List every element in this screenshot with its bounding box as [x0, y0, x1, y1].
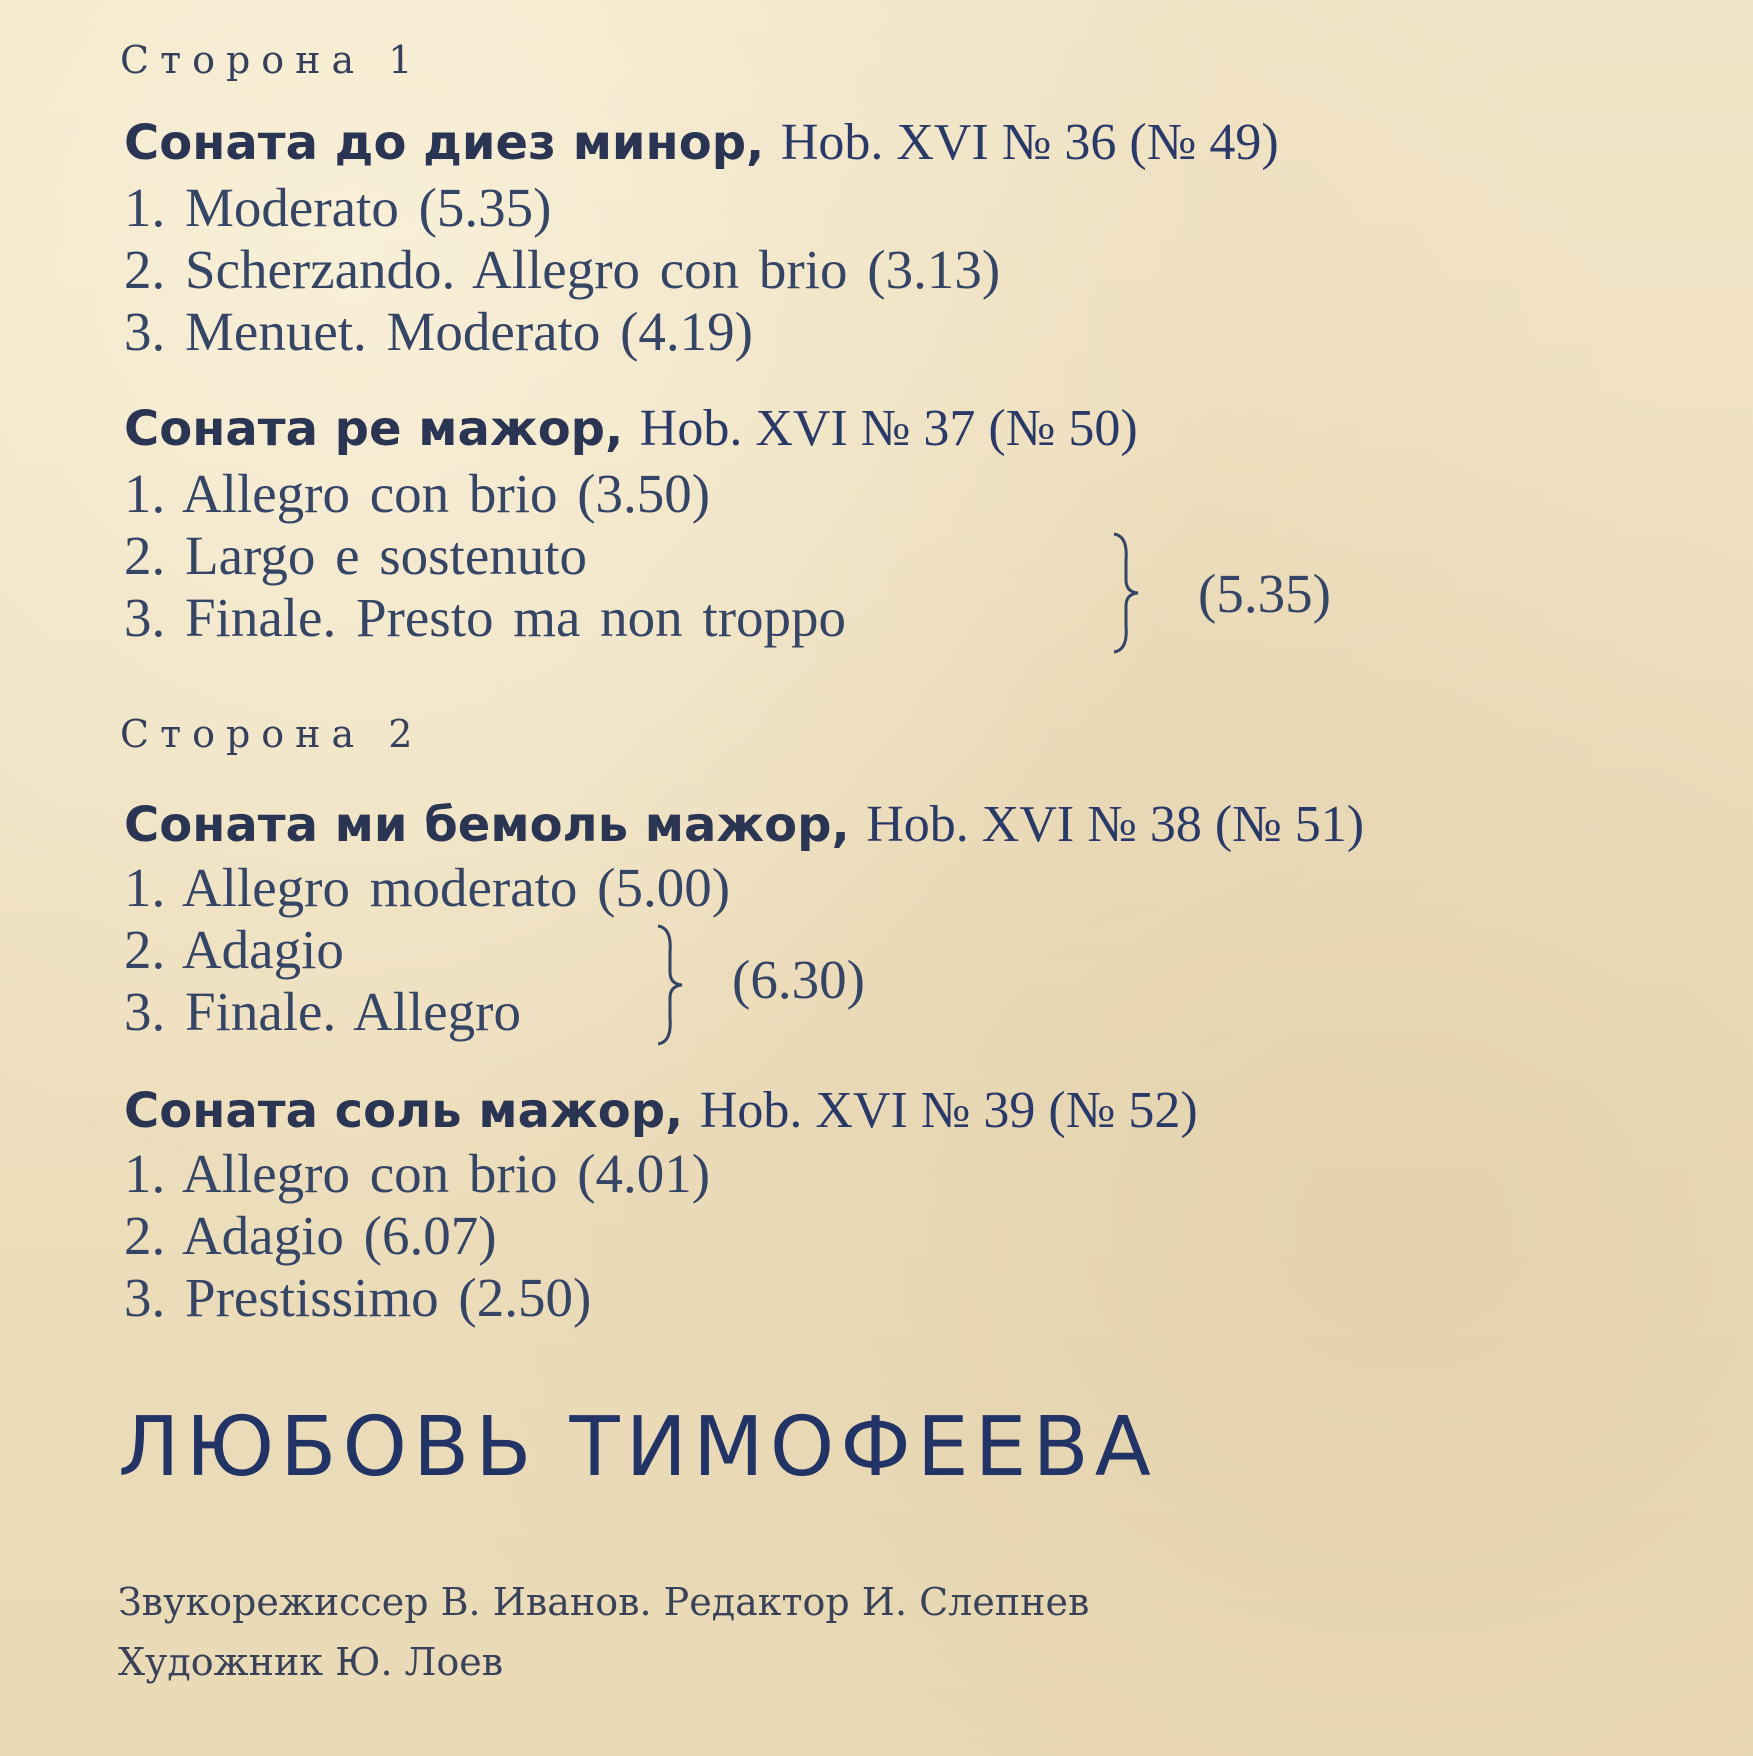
- side-2-label: Сторона 2: [120, 712, 424, 756]
- sonata-3-heading: [124, 794, 1364, 854]
- sonata-1-movement-3: 3. Menuet. Moderato (4.19): [124, 301, 753, 362]
- sonata-2-title: Соната ре мажор,: [124, 401, 624, 457]
- credits-line-2: Художник Ю. Лоев: [118, 1640, 504, 1684]
- performer-name: ЛЮБОВЬ ТИМОФЕЕВА: [118, 1400, 1157, 1495]
- sonata-3-movement-2: 2. Adagio: [124, 919, 344, 980]
- sonata-1-movement-2: 2. Scherzando. Allegro con brio (3.13): [124, 239, 1001, 300]
- sonata-4-heading: [124, 1080, 1198, 1140]
- sonata-4-movement-1: 1. Allegro con brio (4.01): [124, 1143, 711, 1204]
- sonata-3-brace: [652, 922, 688, 1048]
- side-1-label: Сторона 1: [120, 38, 424, 82]
- sonata-2-catalog: Hob. XVI № 37 (№ 50): [639, 400, 1138, 457]
- sonata-2-movement-1: 1. Allegro con brio (3.50): [124, 463, 711, 524]
- sonata-4-movement-2: 2. Adagio (6.07): [124, 1205, 497, 1266]
- sonata-4-title: Соната соль мажор,: [124, 1083, 684, 1139]
- sonata-3-catalog: Hob. XVI № 38 (№ 51): [866, 796, 1365, 853]
- sonata-2-brace: [1108, 530, 1144, 656]
- sonata-2-heading: [124, 398, 1138, 458]
- sonata-2-movement-2: 2. Largo e sostenuto: [124, 525, 588, 586]
- sonata-1-catalog: Hob. XVI № 36 (№ 49): [780, 114, 1279, 171]
- sonata-1-title: Соната до диез минор,: [124, 115, 765, 171]
- sonata-3-title: Соната ми бемоль мажор,: [124, 797, 850, 853]
- sonata-3-movement-3: 3. Finale. Allegro: [124, 981, 521, 1042]
- sonata-1-movement-1: 1. Moderato (5.35): [124, 177, 552, 238]
- sonata-3-group-duration: (6.30): [732, 949, 865, 1010]
- sonata-4-catalog: Hob. XVI № 39 (№ 52): [699, 1082, 1198, 1139]
- sonata-2-group-duration: (5.35): [1198, 563, 1331, 624]
- sonata-4-movement-3: 3. Prestissimo (2.50): [124, 1267, 592, 1328]
- sonata-3-movement-1: 1. Allegro moderato (5.00): [124, 857, 731, 918]
- credits-line-1: Звукорежиссер В. Иванов. Редактор И. Слепнев: [118, 1580, 1090, 1624]
- sonata-1-heading: [124, 112, 1279, 172]
- sonata-2-movement-3: 3. Finale. Presto ma non troppo: [124, 587, 847, 648]
